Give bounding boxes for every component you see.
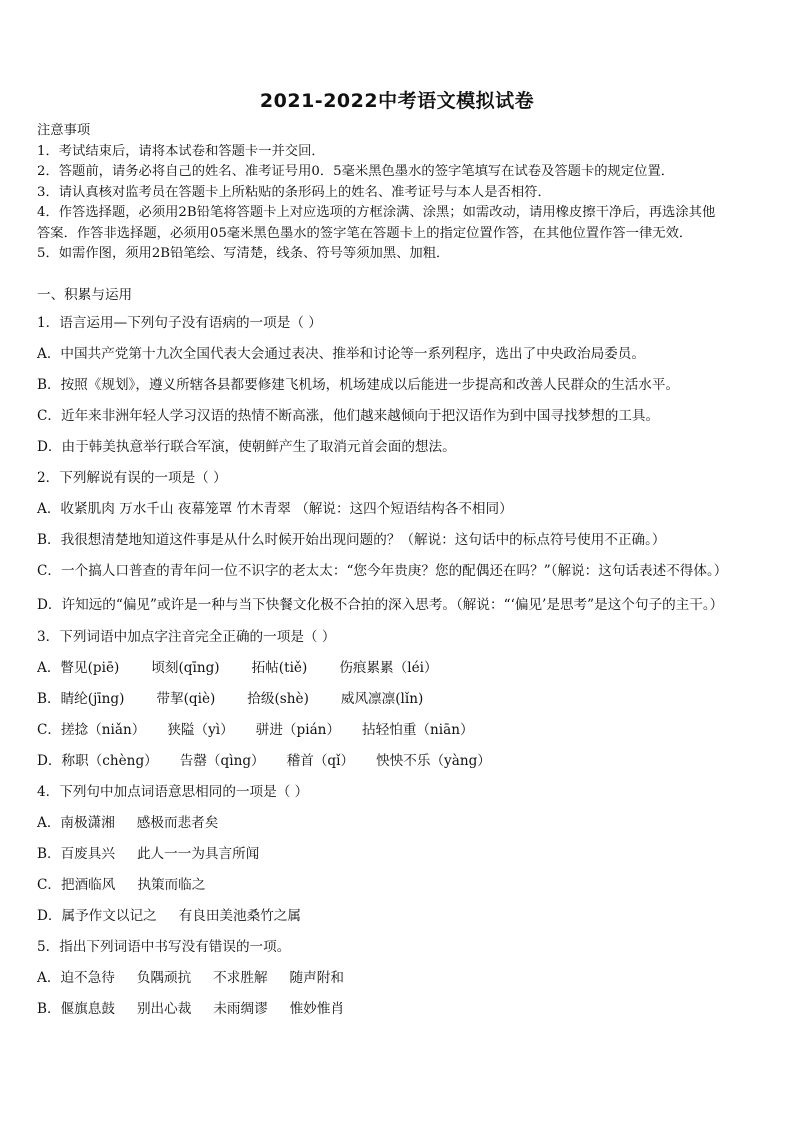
option-word: 威风凛凛(lǐn)	[340, 691, 424, 707]
option-word: 执策而临之	[137, 877, 206, 893]
option-word: B．偃旗息鼓	[37, 1001, 115, 1017]
option-word: C．搓捻（niǎn）	[37, 722, 146, 738]
question-4-option-c	[37, 873, 759, 898]
question-3-stem: 3．下列词语中加点字注音完全正确的一项是（ ）	[37, 629, 336, 645]
option-word: B．睛纶(jīng)	[37, 691, 125, 707]
option-word: 此人一一为具言所闻	[136, 846, 260, 862]
question-2-stem: 2．下列解说有误的一项是（ ）	[37, 470, 227, 486]
option-word: 未雨绸谬	[213, 1001, 268, 1017]
notice-line: 1．考试结束后，请将本试卷和答题卡一并交回．	[37, 143, 325, 159]
exam-title: 2021-2022中考语文模拟试卷	[259, 90, 535, 112]
option-word: 稽首（qǐ）	[286, 753, 355, 769]
notice-line: 3．请认真核对监考员在答题卡上所粘贴的条形码上的姓名、准考证号与本人是否相符．	[37, 184, 551, 200]
question-1-option-a: A．中国共产党第十九次全国代表大会通过表决、推举和讨论等一系列程序，选出了中央政治局委员。	[37, 346, 645, 362]
option-word: 别出心裁	[136, 1001, 192, 1017]
question-2-option-b: B．我很想清楚地知道这件事是从什么时候开始出现问题的？（解说：这句话中的标点符号使用不正确。）	[37, 532, 666, 548]
question-3-option-c	[37, 718, 759, 743]
question-4-option-d	[37, 904, 759, 929]
question-5-option-a	[37, 966, 759, 991]
option-word: 拓帖(tiě)	[251, 660, 308, 676]
section-heading: 一、积累与运用	[37, 287, 133, 303]
option-word: A．南极潇湘	[37, 815, 115, 831]
question-2-option-c: C．一个搞人口普查的青年问一位不识字的老太太：“您今年贵庚？您的配偶还在吗？”（解说：这句话表述不得体。）	[37, 563, 728, 579]
question-2-option-d: D．许知远的“偏见”或许是一种与当下快餐文化极不合拍的深入思考。（解说：“‘偏见’是思考”是这个句子的主干。）	[37, 597, 724, 613]
option-word: 告罄（qìng）	[179, 753, 265, 769]
question-4-option-a	[37, 811, 759, 836]
question-1-option-c: C．近年来非洲年轻人学习汉语的热情不断高涨，他们越来越倾向于把汉语作为到中国寻找梦想的工具。	[37, 408, 660, 424]
option-word: 随声附和	[289, 970, 344, 986]
option-word: D．属予作文以记之	[37, 908, 157, 924]
question-5-option-b	[37, 997, 759, 1022]
notice-line: 2．答题前，请务必将自己的姓名、准考证号用0．5毫米黑色墨水的签字笔填写在试卷及答题卡的规定位置．	[37, 164, 675, 179]
option-word: A．瞥见(piē)	[37, 660, 120, 676]
option-word: 怏怏不乐（yàng）	[376, 753, 491, 769]
option-word: 狭隘（yì）	[167, 722, 234, 738]
option-word: 拈轻怕重（niān）	[362, 722, 474, 738]
notice-line: 5．如需作图，须用2B铅笔绘、写清楚，线条、符号等须加黑、加粗．	[37, 246, 450, 261]
notice-heading: 注意事项	[37, 123, 91, 138]
notice-line: 4．作答选择题，必须用2B铅笔将答题卡上对应选项的方框涂满、涂黑；如需改动，请用橡皮擦干净后，再选涂其他	[37, 205, 716, 220]
question-5-stem: 5．指出下列词语中书写没有错误的一项。	[37, 939, 291, 955]
option-word: 惟妙惟肖	[289, 1001, 345, 1017]
option-word: D．称职（chèng）	[37, 753, 158, 769]
option-word: B．百废具兴	[37, 846, 115, 862]
question-1-option-d: D．由于韩美执意举行联合军演，使朝鲜产生了取消元首会面的想法。	[37, 439, 456, 455]
question-4-stem: 4．下列句中加点词语意思相同的一项是（ ）	[37, 784, 309, 800]
question-3-option-d	[37, 749, 759, 774]
question-3-option-b	[37, 687, 759, 712]
option-word: 有良田美池桑竹之属	[178, 908, 301, 924]
question-1-stem: 1．语言运用—下列句子没有语病的一项是（ ）	[37, 315, 322, 331]
question-4-option-b	[37, 842, 759, 867]
option-word: 骈进（pián）	[255, 722, 341, 738]
option-word: A．迫不急待	[37, 970, 115, 986]
exam-body	[37, 285, 759, 1028]
option-word: 顷刻(qīng)	[151, 660, 220, 676]
notice-block	[37, 121, 759, 265]
option-word: 不求胜解	[213, 970, 268, 986]
option-word: C．把酒临风	[37, 877, 116, 893]
question-1-option-b: B．按照《规划》，遵义所辖各县都要修建飞机场，机场建成以后能进一步提高和改善人民群众的生活水平。	[37, 377, 680, 393]
option-word: 负隅顽抗	[136, 970, 192, 986]
question-3-option-a	[37, 656, 759, 681]
notice-line: 答案．作答非选择题，必须用05毫米黑色墨水的签字笔在答题卡上的指定位置作答，在其他位置作答一律无效．	[37, 225, 693, 241]
option-word: 伤痕累累（léi）	[339, 660, 438, 676]
option-word: 拾级(shè)	[247, 691, 309, 707]
option-word: 感极而悲者矣	[136, 815, 219, 831]
option-word: 带挈(qiè)	[156, 691, 216, 707]
question-2-option-a: A．收紧肌肉 万水千山 夜幕笼罩 竹木青翠 （解说：这四个短语结构各不相同）	[37, 501, 513, 517]
